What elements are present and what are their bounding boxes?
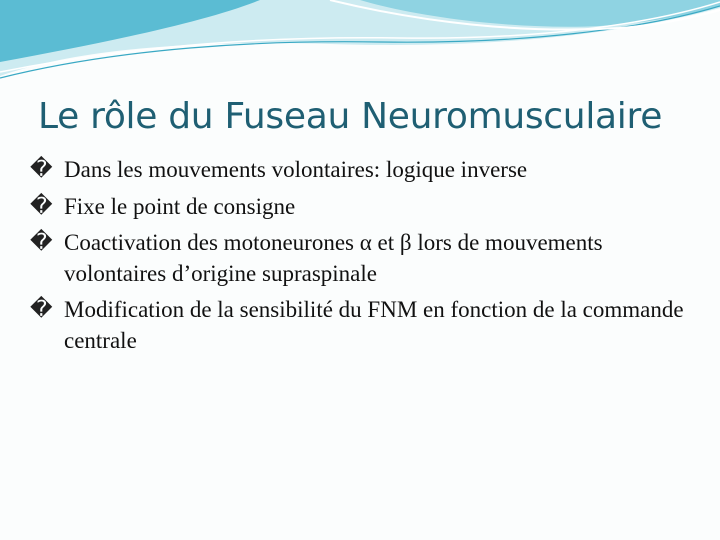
bullet-marker-icon: � [30,297,53,322]
bullet-marker-icon: � [30,193,53,219]
bullet-marker-icon: � [30,157,53,182]
bullet-item [30,155,690,186]
bullet-text: Dans les mouvements volontaires: logique inverse [64,157,528,182]
slide-title: Le rôle du Fuseau Neuromusculaire [38,96,663,137]
bullet-text: Modification de la sensibilité du FNM en fonction de la commande centrale [64,297,684,353]
bullet-item [30,192,690,223]
bullet-text: Fixe le point de consigne [64,193,296,219]
bullet-item [30,228,690,289]
bullet-list [30,155,690,362]
bullet-item [30,295,690,356]
bullet-marker-icon: � [30,230,53,255]
header-wave-decoration [0,0,720,90]
bullet-text: Coactivation des motoneurones α et β lors de mouvements volontaires d’origine supraspinale [64,230,603,286]
